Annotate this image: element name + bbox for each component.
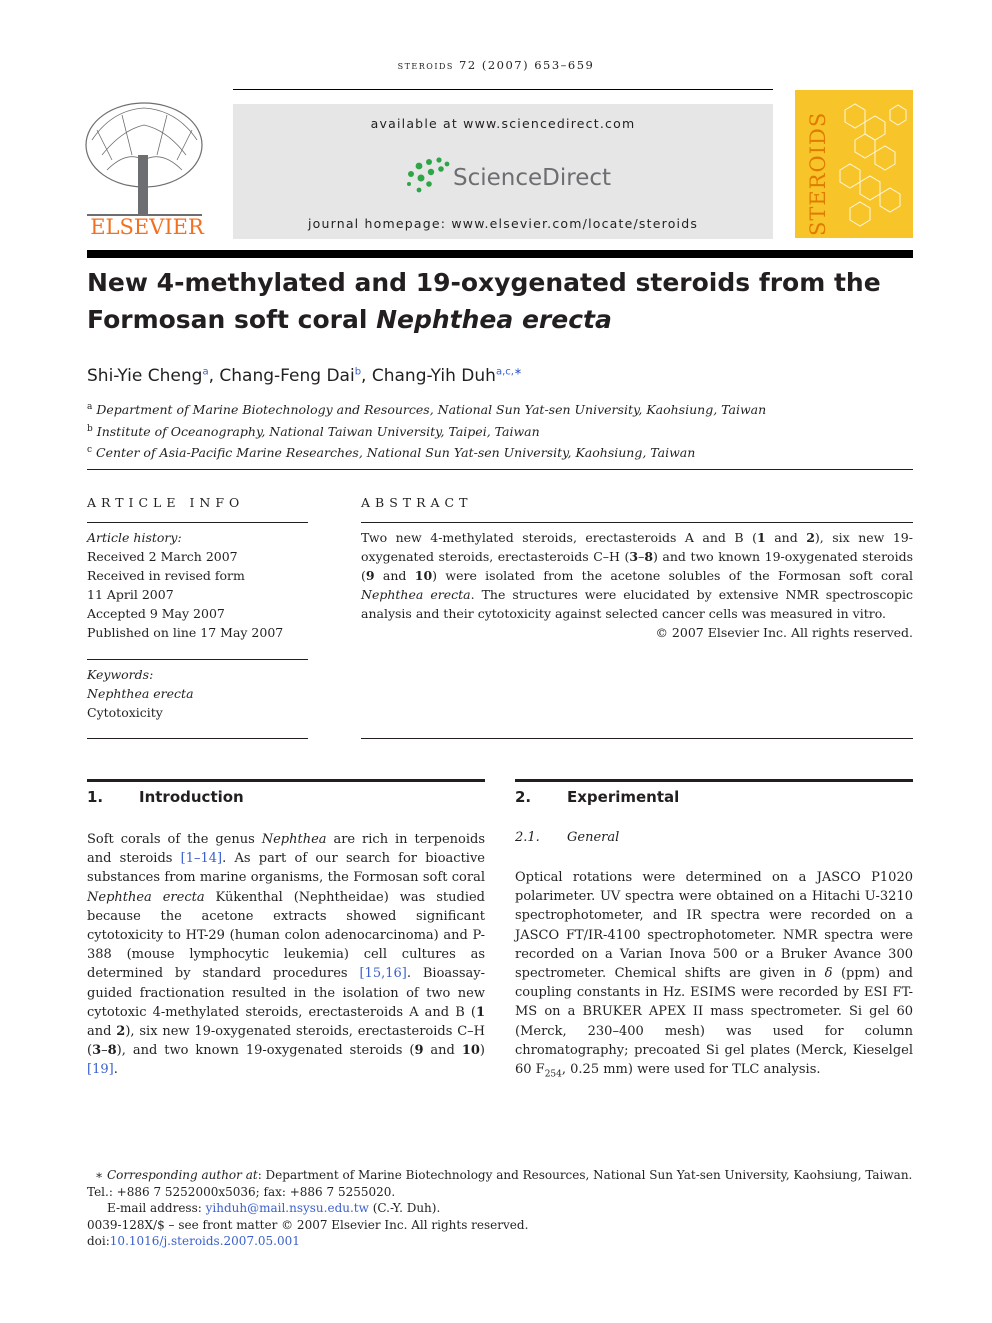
- experimental-heading: Experimental: [567, 788, 680, 806]
- author-affil-link[interactable]: a,c,∗: [495, 366, 523, 378]
- affiliation-mark: b: [87, 423, 93, 434]
- keywords-rule: [87, 659, 308, 660]
- footnotes: [87, 1167, 913, 1250]
- history-item: Published on line 17 May 2007: [87, 625, 284, 640]
- intro-heading: Introduction: [139, 788, 244, 806]
- elsevier-wordmark: ELSEVIER: [90, 215, 204, 239]
- affiliation-text: Center of Asia-Pacific Marine Researches, National Sun Yat-sen University, Kaohsiung, Taiwan: [96, 445, 696, 461]
- subsection-heading: General: [567, 830, 620, 845]
- issn-line: 0039-128X/$ – see front matter © 2007 Elsevier Inc. All rights reserved.: [87, 1217, 529, 1232]
- author-name: Chang-Yih Duh: [371, 366, 496, 386]
- history-item: Accepted 9 May 2007: [87, 606, 225, 621]
- keyword-item: Nephthea erecta: [87, 686, 194, 701]
- article-history: [87, 528, 308, 642]
- history-label: Article history:: [87, 530, 182, 545]
- affiliation-rule: [87, 469, 913, 470]
- available-at-link[interactable]: available at www.sciencedirect.com: [370, 116, 636, 131]
- experimental-number: 2.: [515, 788, 532, 806]
- citation-link[interactable]: [1–14]: [180, 851, 223, 867]
- abstract-text: Two new 4-methylated steroids, erectasteroids A and B (1 and 2), six new 19-oxygenated steroids, erectasteroids C–H (3–8) and two known 19-oxygenated steroids (9 and 10) were isolated from the acetone solubles of the Formosan soft coral Nephthea erecta. The structures were elucidated by extensive NMR spectroscopic analysis and their cytotoxicity against selected cancer cells was measured in vitro.: [361, 530, 914, 621]
- title-line-1: New 4-methylated and 19-oxygenated steroids from the: [87, 268, 881, 297]
- keywords: [87, 665, 308, 722]
- elsevier-logo[interactable]: [82, 100, 212, 240]
- title-line-2: [87, 301, 913, 338]
- article-info-rule: [87, 522, 308, 523]
- abstract-rule: [361, 522, 913, 523]
- author-affil-link[interactable]: b: [354, 366, 362, 378]
- journal-citation: steroids 72 (2007) 653–659: [397, 58, 595, 72]
- affiliation-mark: a: [87, 402, 93, 412]
- author-affil-link[interactable]: a: [202, 366, 209, 378]
- elsevier-tree-icon: [82, 100, 212, 240]
- subsection-number: 2.1.: [515, 830, 540, 845]
- experimental-rule: [515, 779, 913, 782]
- sciencedirect-banner: [233, 104, 773, 239]
- header-rule: [233, 89, 773, 90]
- corresponding-author-note: ∗ Corresponding author at: Department of Marine Biotechnology and Resources, National Sun Yat-sen University, Kaohsiung, Taiwan.: [95, 1168, 913, 1182]
- email-link[interactable]: yihduh@mail.nsysu.edu.tw: [205, 1201, 369, 1215]
- affiliation-item: [87, 420, 766, 442]
- affiliation-text: Institute of Oceanography, National Taiwan University, Taipei, Taiwan: [96, 423, 540, 439]
- affiliation-item: [87, 398, 766, 420]
- doi-line: doi:10.1016/j.steroids.2007.05.001: [87, 1234, 300, 1248]
- history-item: Received in revised form: [87, 568, 245, 583]
- abstract-bottom-rule: [361, 738, 913, 739]
- affiliation-mark: c: [87, 445, 93, 456]
- journal-cover[interactable]: [795, 90, 913, 238]
- steroid-structure-icon: [840, 104, 906, 226]
- author-name: Shi-Yie Cheng: [87, 366, 203, 386]
- experimental-paragraph: Optical rotations were determined on a JASCO P1020 polarimeter. UV spectra were obtained on a Hitachi U-3210 spectrophotometer, and IR spectra were recorded on a JASCO FT/IR-4100 spectrophotometer. NMR spectra were recorded on a Varian Inova 500 or a Bruker Avance 300 spectrometer. Chemical shifts are given in δ (ppm) and coupling constants in Hz. ESIMS were recorded by ESI FT-MS on a BRUKER APEX II mass spectrometer. Si gel 60 (Merck, 230–400 mesh) was used for column chromatography; precoated Si gel plates (Merck, Kieselgel 60 $F_{254}$, 0.25 mm) were used for TLC analysis.: [515, 870, 914, 1080]
- keyword-item: Cytotoxicity: [87, 705, 163, 720]
- affiliations: [87, 398, 766, 463]
- copyright: © 2007 Elsevier Inc. All rights reserved.: [655, 625, 913, 640]
- intro-number: 1.: [87, 788, 104, 806]
- contact-phone: Tel.: +886 7 5252000x5036; fax: +886 7 5255020.: [87, 1184, 396, 1199]
- journal-homepage-link[interactable]: journal homepage: www.elsevier.com/locate/steroids: [307, 216, 699, 231]
- history-item: 11 April 2007: [87, 587, 174, 602]
- sciencedirect-wordmark: ScienceDirect: [453, 165, 612, 191]
- article-info-bottom-rule: [87, 738, 308, 739]
- abstract-heading: ABSTRACT: [361, 495, 473, 510]
- affiliation-item: [87, 441, 766, 463]
- citation-link[interactable]: [19]: [87, 1062, 114, 1078]
- intro-rule: [87, 779, 485, 782]
- doi-link[interactable]: 10.1016/j.steroids.2007.05.001: [109, 1234, 300, 1248]
- cover-title: STEROIDS: [806, 111, 830, 236]
- intro-paragraph: Soft corals of the genus Nephthea are rich in terpenoids and steroids [1–14]. As part of our search for bioactive substances from marine organisms, the Formosan soft coral Nephthea erecta Kükenthal (Nephtheidae) was studied because the acetone extracts showed significant cytotoxicity to HT-29 (human colon adenocarcinoma) and P-388 (mouse lymphocytic leukemia) cell cultures as determined by standard procedures [15,16]. Bioassay-guided fractionation resulted in the isolation of two new cytotoxic 4-methylated steroids, erectasteroids A and B (1 and 2), six new 19-oxygenated steroids, erectasteroids C–H (3–8), and two known 19-oxygenated steroids (9 and 10) [19].: [87, 832, 485, 1078]
- affiliation-text: Department of Marine Biotechnology and Resources, National Sun Yat-sen University, Kaohsiung, Taiwan: [96, 402, 767, 418]
- title-species: Nephthea erecta: [376, 305, 612, 334]
- author-list: Shi-Yie Cheng$^a$, Chang-Feng Dai$^b$, Chang-Yih Duh$^{a,c,∗}$: [87, 366, 523, 386]
- article-info-heading: ARTICLE INFO: [87, 495, 245, 510]
- contact-email: E-mail address: yihduh@mail.nsysu.edu.tw (C.-Y. Duh).: [107, 1201, 441, 1215]
- sciencedirect-logo[interactable]: [401, 152, 621, 198]
- citation-link[interactable]: [15,16]: [359, 966, 407, 982]
- sciencedirect-dots-icon: [407, 157, 449, 192]
- keywords-label: Keywords:: [87, 667, 154, 682]
- title-rule: [87, 250, 913, 258]
- history-item: Received 2 March 2007: [87, 549, 238, 564]
- article-title: [87, 264, 913, 338]
- author-name: Chang-Feng Dai: [219, 366, 355, 386]
- title-plain-text: Formosan soft coral: [87, 305, 377, 334]
